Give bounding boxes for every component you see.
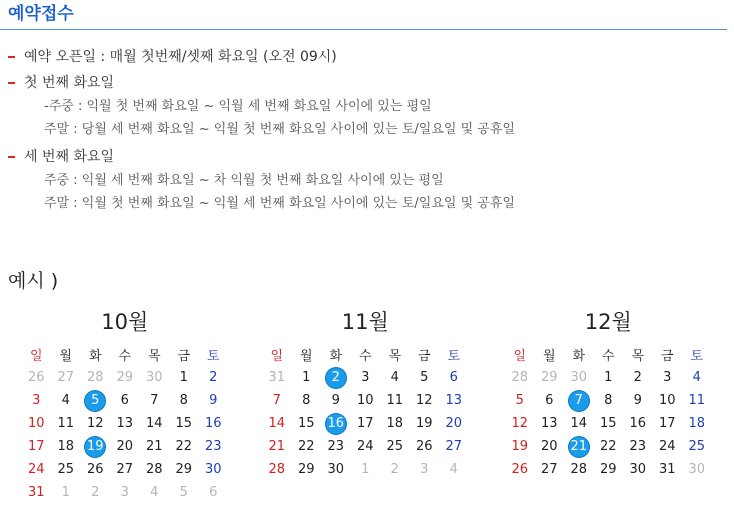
calendar-week-row	[22, 366, 229, 389]
calendar-day	[535, 412, 565, 435]
calendar-day-highlighted	[564, 435, 594, 458]
calendar-day-number: 27	[57, 370, 75, 385]
calendar-day-number: 31	[268, 370, 286, 385]
bullet-dash	[8, 56, 15, 58]
calendar-day-number: 8	[179, 393, 188, 408]
calendar-day	[505, 435, 535, 458]
calendar-day-highlighted	[81, 435, 111, 458]
calendar-month-2	[262, 308, 469, 481]
calendar-day	[535, 458, 565, 481]
calendar-day-number: 7	[569, 391, 589, 411]
weekday-label: 수	[358, 349, 372, 364]
calendar-day-number: 11	[57, 416, 75, 431]
calendar-day-number: 19	[511, 439, 529, 454]
calendar-day-number: 3	[32, 393, 41, 408]
calendar-day	[140, 458, 170, 481]
calendar-day	[380, 366, 410, 389]
calendar-week-row	[262, 435, 469, 458]
calendar-day-number: 20	[445, 416, 463, 431]
calendar-week-row	[22, 481, 229, 504]
calendar-day	[682, 458, 712, 481]
weekday-label: 월	[299, 349, 313, 364]
calendar-day	[682, 435, 712, 458]
calendar-day-number: 22	[599, 439, 617, 454]
calendar-day-number: 15	[175, 416, 193, 431]
calendar-day	[169, 435, 199, 458]
calendar-day	[321, 389, 351, 412]
calendar-day	[140, 389, 170, 412]
calendar-day-number: 6	[209, 485, 218, 500]
first-tuesday-weekend-rule: 주말 : 당월 세 번째 화요일 ~ 익월 첫 번째 화요일 사이에 있는 토/일요일 및 공휴일	[44, 122, 515, 137]
calendar-day-number: 16	[629, 416, 647, 431]
reservation-notice	[8, 47, 708, 215]
weekday-label: 일	[513, 349, 527, 364]
calendar-day-number: 4	[150, 485, 159, 500]
calendar-day-number: 8	[302, 393, 311, 408]
weekday-label: 목	[388, 349, 402, 364]
calendar-day-number: 30	[204, 462, 222, 477]
calendar-day-number: 7	[272, 393, 281, 408]
calendar-day	[22, 458, 52, 481]
calendar-day-highlighted	[81, 389, 111, 412]
calendar-week-row	[505, 458, 712, 481]
calendar-day-number: 28	[145, 462, 163, 477]
calendar-week-row	[22, 435, 229, 458]
calendar-day	[351, 366, 381, 389]
calendar-day	[623, 458, 653, 481]
calendar-day-number: 24	[27, 462, 45, 477]
weekday-label: 화	[329, 349, 343, 364]
calendar-week-row	[505, 389, 712, 412]
calendar-day-number: 30	[629, 462, 647, 477]
calendar-day-number: 14	[570, 416, 588, 431]
weekday-label: 금	[177, 349, 191, 364]
calendar-day-number: 26	[86, 462, 104, 477]
calendar-day-number: 13	[540, 416, 558, 431]
calendar-day-number: 18	[386, 416, 404, 431]
calendar-day-number: 28	[86, 370, 104, 385]
calendar-month-1	[22, 308, 229, 504]
calendar-day-number: 12	[86, 416, 104, 431]
calendar-day-number: 28	[511, 370, 529, 385]
calendar-day	[262, 412, 292, 435]
calendar-day	[439, 458, 469, 481]
calendar-day-number: 10	[27, 416, 45, 431]
calendar-day	[81, 481, 111, 504]
calendar-week-row	[505, 366, 712, 389]
calendar-day	[169, 412, 199, 435]
calendar-day-number: 2	[326, 368, 346, 388]
calendar-week-row	[22, 389, 229, 412]
open-day-text: 예약 오픈일 : 매월 첫번째/셋째 화요일 (오전 09시)	[24, 49, 337, 65]
calendar-day-number: 29	[599, 462, 617, 477]
calendar-month-3	[505, 308, 712, 481]
calendar-day-number: 20	[540, 439, 558, 454]
calendar-day-number: 30	[688, 462, 706, 477]
calendar-day	[292, 458, 322, 481]
calendar-day	[110, 458, 140, 481]
calendar-day-number: 27	[445, 439, 463, 454]
calendar-day-number: 12	[415, 393, 433, 408]
calendar-day	[505, 412, 535, 435]
third-tuesday-weekend-rule: 주말 : 익월 첫 번째 화요일 ~ 익월 세 번째 화요일 사이에 있는 토/일요일 및 공휴일	[44, 196, 515, 211]
calendar-day-number: 2	[390, 462, 399, 477]
calendar-day	[140, 481, 170, 504]
calendar-day-number: 30	[327, 462, 345, 477]
calendar-day	[110, 366, 140, 389]
calendar-month-title: 11월	[341, 310, 389, 334]
weekday-header-row	[22, 343, 229, 366]
calendar-day-number: 2	[91, 485, 100, 500]
calendar-day-number: 9	[209, 393, 218, 408]
calendar-day-number: 23	[204, 439, 222, 454]
calendar-day-number: 25	[688, 439, 706, 454]
calendar-day	[380, 412, 410, 435]
calendar-day-number: 31	[27, 485, 45, 500]
calendar-day	[262, 366, 292, 389]
calendar-day-number: 21	[145, 439, 163, 454]
calendar-day	[81, 412, 111, 435]
calendar-day-number: 12	[511, 416, 529, 431]
weekday-label: 목	[147, 349, 161, 364]
calendar-day	[410, 366, 440, 389]
calendar-day-number: 6	[545, 393, 554, 408]
calendar-day	[140, 435, 170, 458]
calendar-day	[81, 366, 111, 389]
calendar-day	[51, 412, 81, 435]
calendar-day-number: 1	[361, 462, 370, 477]
notice-item-first-tuesday	[8, 73, 708, 93]
calendar-day-number: 15	[599, 416, 617, 431]
calendar-day-number: 27	[540, 462, 558, 477]
calendar-day-number: 17	[27, 439, 45, 454]
calendar-day	[169, 389, 199, 412]
calendar-day	[51, 458, 81, 481]
notice-item-third-tuesday	[8, 147, 708, 167]
calendar-week-row	[22, 458, 229, 481]
calendar-day-number: 24	[658, 439, 676, 454]
calendar-day	[410, 412, 440, 435]
calendar-day	[682, 366, 712, 389]
calendar-day	[199, 435, 229, 458]
calendar-day-number: 17	[658, 416, 676, 431]
calendar-day	[439, 435, 469, 458]
calendar-day-highlighted	[321, 366, 351, 389]
weekday-label: 일	[270, 349, 284, 364]
calendar-day-number: 26	[415, 439, 433, 454]
calendar-day-number: 5	[515, 393, 524, 408]
calendar-day	[292, 366, 322, 389]
calendar-day-number: 1	[61, 485, 70, 500]
weekday-label: 화	[572, 349, 586, 364]
weekday-label: 토	[690, 349, 704, 364]
calendar-day-number: 7	[150, 393, 159, 408]
calendar-day	[380, 458, 410, 481]
calendar-day	[623, 389, 653, 412]
calendar-day	[564, 412, 594, 435]
calendar-day	[505, 366, 535, 389]
weekday-header-row	[505, 343, 712, 366]
bullet-dash	[8, 82, 15, 84]
calendar-day-number: 14	[145, 416, 163, 431]
calendar-day-number: 26	[511, 462, 529, 477]
calendar-day	[140, 412, 170, 435]
calendar-day-number: 5	[179, 485, 188, 500]
calendar-day	[110, 412, 140, 435]
calendar-day	[653, 435, 683, 458]
calendar-week-row	[262, 389, 469, 412]
calendar-day	[410, 389, 440, 412]
calendar-day	[594, 412, 624, 435]
calendar-day	[351, 435, 381, 458]
calendar-day-number: 19	[415, 416, 433, 431]
calendar-day	[410, 435, 440, 458]
calendar-week-row	[505, 435, 712, 458]
calendar-day	[351, 412, 381, 435]
calendar-day	[22, 412, 52, 435]
calendar-day	[594, 389, 624, 412]
calendar-day	[410, 458, 440, 481]
weekday-label: 월	[542, 349, 556, 364]
calendar-day	[623, 412, 653, 435]
calendar-day-number: 22	[175, 439, 193, 454]
calendar-day	[199, 389, 229, 412]
calendar-day-number: 3	[120, 485, 129, 500]
calendar-day-number: 20	[116, 439, 134, 454]
weekday-label: 월	[59, 349, 73, 364]
calendar-day	[682, 389, 712, 412]
calendar-day-number: 31	[658, 462, 676, 477]
calendar-day	[564, 366, 594, 389]
calendar-day-number: 4	[692, 370, 701, 385]
example-label: 예시 )	[8, 270, 59, 292]
first-tuesday-weekday-rule: -주중 : 익월 첫 번째 화요일 ~ 익월 세 번째 화요일 사이에 있는 평일	[44, 99, 432, 114]
calendar-day	[351, 458, 381, 481]
calendar-day	[110, 481, 140, 504]
calendar-day	[140, 366, 170, 389]
calendar-day	[653, 412, 683, 435]
calendar-day-number: 18	[688, 416, 706, 431]
calendar-day-number: 28	[268, 462, 286, 477]
calendar-day	[169, 458, 199, 481]
calendar-day-number: 6	[120, 393, 129, 408]
calendar-day	[22, 366, 52, 389]
calendar-day	[682, 412, 712, 435]
calendar-day-number: 3	[361, 370, 370, 385]
calendar-day-number: 21	[268, 439, 286, 454]
weekday-label: 수	[118, 349, 132, 364]
calendar-day	[439, 389, 469, 412]
calendar-day	[535, 389, 565, 412]
calendar-day	[81, 458, 111, 481]
weekday-label: 목	[631, 349, 645, 364]
bullet-dash	[8, 156, 15, 158]
first-tuesday-heading: 첫 번째 화요일	[24, 75, 115, 91]
calendar-day-number: 22	[297, 439, 315, 454]
calendar-day-number: 25	[57, 462, 75, 477]
calendar-day	[653, 389, 683, 412]
title-underline	[0, 29, 727, 30]
calendar-day-number: 1	[604, 370, 613, 385]
calendar-day	[51, 389, 81, 412]
calendar-day-number: 16	[326, 414, 346, 434]
calendar-day	[505, 389, 535, 412]
calendar-day	[292, 389, 322, 412]
calendar-month-title: 10월	[101, 310, 149, 334]
calendar-day	[262, 435, 292, 458]
calendar-day-number: 29	[297, 462, 315, 477]
calendar-day-number: 5	[85, 391, 105, 411]
calendar-day-number: 2	[633, 370, 642, 385]
calendar-day-number: 23	[327, 439, 345, 454]
calendar-day	[623, 435, 653, 458]
calendar-day-number: 2	[209, 370, 218, 385]
calendar-day-number: 28	[570, 462, 588, 477]
calendar-day	[380, 389, 410, 412]
weekday-label: 금	[417, 349, 431, 364]
calendar-day	[110, 389, 140, 412]
calendar-day	[199, 458, 229, 481]
calendar-week-row	[262, 412, 469, 435]
calendar-day	[199, 366, 229, 389]
calendar-day-number: 30	[145, 370, 163, 385]
calendar-week-row	[22, 412, 229, 435]
calendar-day-number: 16	[204, 416, 222, 431]
notice-item-open-day	[8, 47, 708, 67]
calendar-day-number: 4	[449, 462, 458, 477]
calendar-day	[169, 481, 199, 504]
weekday-label: 화	[88, 349, 102, 364]
calendar-day	[439, 366, 469, 389]
weekday-label: 수	[601, 349, 615, 364]
calendar-day	[321, 458, 351, 481]
weekday-label: 금	[660, 349, 674, 364]
calendar-day	[51, 366, 81, 389]
calendar-day-number: 25	[386, 439, 404, 454]
calendar-day	[262, 458, 292, 481]
calendar-day	[535, 366, 565, 389]
calendar-week-row	[262, 366, 469, 389]
calendar-day-number: 30	[570, 370, 588, 385]
calendar-day-number: 17	[356, 416, 374, 431]
third-tuesday-weekday-rule: 주중 : 익월 세 번째 화요일 ~ 차 익월 첫 번째 화요일 사이에 있는 평일	[44, 173, 444, 188]
calendar-day	[594, 435, 624, 458]
calendar-day	[535, 435, 565, 458]
calendar-day	[594, 366, 624, 389]
calendar-day	[439, 412, 469, 435]
calendar-day	[653, 366, 683, 389]
calendar-day	[22, 389, 52, 412]
calendar-day-number: 3	[663, 370, 672, 385]
calendar-day	[199, 481, 229, 504]
calendar-day-number: 29	[116, 370, 134, 385]
calendar-day-number: 21	[569, 437, 589, 457]
calendar-day	[199, 412, 229, 435]
calendar-day	[380, 435, 410, 458]
calendar-day-number: 14	[268, 416, 286, 431]
third-tuesday-heading: 세 번째 화요일	[24, 149, 115, 165]
weekday-label: 토	[206, 349, 220, 364]
calendar-day-highlighted	[564, 389, 594, 412]
calendar-day-number: 15	[297, 416, 315, 431]
calendar-day	[51, 435, 81, 458]
calendar-day-number: 8	[604, 393, 613, 408]
calendar-day-number: 4	[390, 370, 399, 385]
weekday-label: 토	[447, 349, 461, 364]
calendar-day-number: 18	[57, 439, 75, 454]
calendar-day	[623, 366, 653, 389]
calendar-day-number: 1	[302, 370, 311, 385]
calendar-day-number: 27	[116, 462, 134, 477]
calendar-day-number: 11	[386, 393, 404, 408]
calendar-day	[321, 435, 351, 458]
calendar-day-number: 1	[179, 370, 188, 385]
calendar-day	[505, 458, 535, 481]
calendar-day	[292, 412, 322, 435]
calendar-day-number: 6	[449, 370, 458, 385]
calendar-day	[292, 435, 322, 458]
calendar-day	[653, 458, 683, 481]
calendar-day-number: 4	[61, 393, 70, 408]
page-title: 예약접수	[8, 4, 74, 24]
calendar-day-number: 11	[688, 393, 706, 408]
calendar-day-number: 9	[331, 393, 340, 408]
calendar-day-number: 10	[356, 393, 374, 408]
calendar-day-number: 26	[27, 370, 45, 385]
calendar-day-number: 5	[420, 370, 429, 385]
calendar-day	[110, 435, 140, 458]
calendar-day	[51, 481, 81, 504]
calendar-day	[262, 389, 292, 412]
calendar-day-number: 19	[85, 437, 105, 457]
calendar-day-number: 24	[356, 439, 374, 454]
calendar-day	[22, 481, 52, 504]
calendar-day	[351, 389, 381, 412]
calendar-day-number: 9	[633, 393, 642, 408]
calendar-day-number: 10	[658, 393, 676, 408]
calendar-week-row	[505, 412, 712, 435]
calendar-day-number: 13	[445, 393, 463, 408]
calendar-day-highlighted	[321, 412, 351, 435]
calendar-day	[169, 366, 199, 389]
calendar-day	[22, 435, 52, 458]
calendar-day	[564, 458, 594, 481]
calendar-day-number: 3	[420, 462, 429, 477]
calendar-day-number: 29	[540, 370, 558, 385]
calendar-day	[594, 458, 624, 481]
weekday-label: 일	[29, 349, 43, 364]
weekday-header-row	[262, 343, 469, 366]
calendar-day-number: 29	[175, 462, 193, 477]
calendar-day-number: 13	[116, 416, 134, 431]
calendar-day-number: 23	[629, 439, 647, 454]
calendar-month-title: 12월	[584, 310, 632, 334]
calendar-week-row	[262, 458, 469, 481]
